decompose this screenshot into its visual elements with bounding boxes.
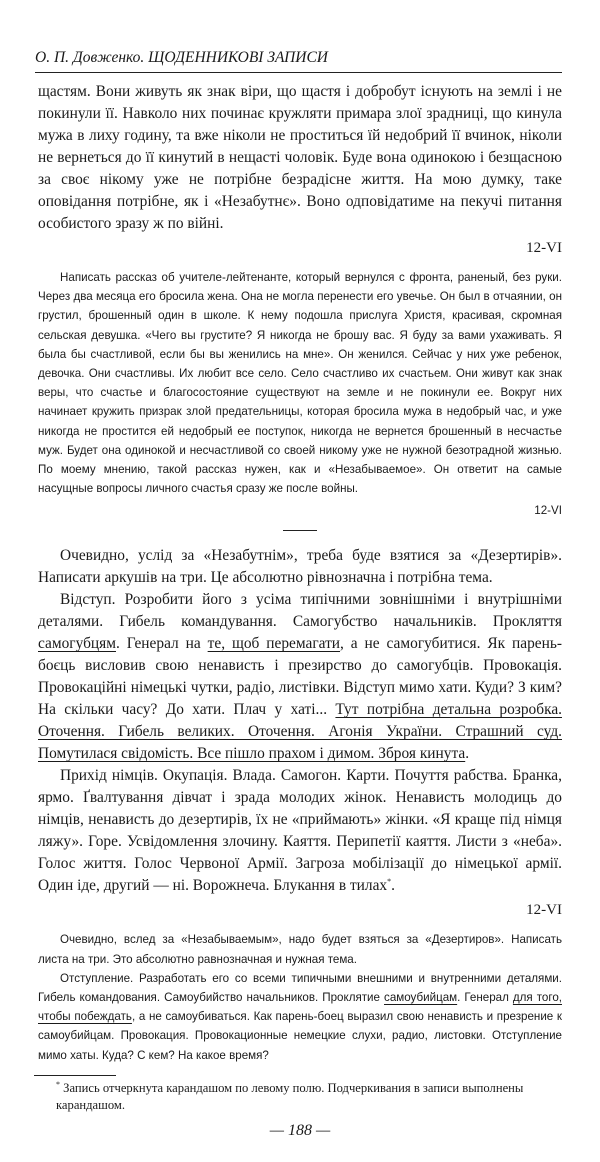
footnote-text: Запись отчеркнута карандашом по левому полю. Подчеркивания в записи выполнены карандашом. — [56, 1080, 524, 1112]
paragraph — [38, 81, 562, 235]
entry-russian-2 — [38, 930, 562, 1064]
entry-date: 12-VI — [534, 504, 562, 518]
paragraph — [38, 930, 562, 968]
text-segment: . Генерал на — [115, 635, 208, 653]
section-separator — [283, 530, 317, 531]
entry-russian-1 — [38, 268, 562, 520]
text-segment: щастям. Вони живуть як знак віри, що щастя і добробут існують на землі і не покинули її. Навколо них починає кружляти примара злої зрадниці, що кинула мужа в лиху годину, та вже ніколи не проститься їй недобрий її вчинок, ніколи не вернеться до її кинутий в нещасті чоловік. Буде вона одинокою і безщасною за своє нікому уже не потрібне безрадісне життя. На мою думку, таке оповідання потрібне, як і «Незабутнє». Воно одповідатиме на пекучі питання особистого зразу ж по війні. — [38, 83, 562, 232]
underlined-text: Тут потрібна детальна розробка. Оточення. Гибель великих. Оточення. Агонія України. Страшний суд. Помутилася свідомість. Все пішло прахом і димом. Зброя кинута — [38, 701, 562, 763]
text-segment: Прихід німців. Окупація. Влада. Самогон. Карти. Почуття рабства. Бранка, ярмо. Ґвалтування дівчат і зрада молодих жінок. Ненависть молодиць до німців, ненависть до дезертирів, їх не «приймають» жінки. «Я краще під німця ляжу». Горе. Усвідомлення злочину. Каяття. Перипетії каяття. Листи з «неба». Голос життя. Голос Червоної Армії. Загроза мобілізації до німецької армії. Один іде, другий — ні. Ворожнеча. Блукання в тилах — [38, 767, 562, 895]
footnote — [56, 1080, 562, 1114]
paragraph — [38, 545, 562, 589]
text-segment: Очевидно, услід за «Незабутнім», треба буде взятися за «Дезертирів». Написати аркушів на три. Це абсолютно рівнозначна і потрібна тема. — [38, 547, 562, 587]
paragraph — [38, 765, 562, 897]
entry-ukrainian-1 — [38, 81, 562, 258]
underlined-text: для того, чтобы побеждать — [38, 991, 562, 1024]
text-segment: , а не самогубитися. Як парень-боєць висловив свою ненависть і презирство до самогубців. Провокація. Провокаційні німецькі чутки, радіо, листівки. Відступ мимо хати. Куди? З ким? На скільки часу? До хати. Плач у хаті... — [38, 635, 562, 719]
page-number: — 188 — — [269, 1121, 331, 1139]
footnote-mark: * — [56, 1079, 60, 1089]
text-segment: . Генерал — [457, 991, 513, 1005]
paragraph — [38, 969, 562, 1065]
text-segment: Написать рассказ об учителе-лейтенанте, который вернулся с фронта, раненый, без руки. Через два месяца его бросила жена. Она не могла перенести его увечье. Он был в отчаянии, он грустил, брошенный один в школе. К нему подошла прислуга Христя, красивая, скромная сельская девушка. «Чего вы грустите? Я никогда не брошу вас. Я буду за вами ухаживать. Я была бы счастливой, если бы вы женились на мне». Он женился. Сейчас у них уже ребенок, девочка. Они счастливы. Их любит все село. Село счастливо их счастьем. Они живут как знак веры, что счастье и благосостояние существуют на земле и не покинули ее. Вокруг них начинает кружить призрак злой предательницы, которая бросила мужа в недобрый час, и уже никогда не простится ей недобрый ее поступок, никогда не вернется брошенный в несчастье муж. Будет она одинокой и несчастливой со своей никому уже не нужной безотрадной жизнью. По моему мнению, такой рассказ нужен, как и «Незабываемое». Он ответит на самые насущные вопросы личного счастья сразу же после войны. — [38, 271, 562, 496]
paragraph — [38, 268, 562, 498]
entry-date: 12-VI — [526, 240, 562, 256]
text-segment: , а не самоубиваться. Как парень-боец выразил свою ненависть и презрение к самоубийцам. Провокация. Провокационные немецкие слухи, радио, листовки. Отступление мимо хаты. Куда? С кем? На какое время? — [38, 1010, 562, 1062]
entry-ukrainian-2 — [38, 545, 562, 920]
text-segment: . — [391, 877, 395, 895]
text-segment: . — [465, 745, 470, 763]
footnote-ref: * — [387, 877, 392, 887]
text-segment: Відступ. Розробити його з усіма типічними зовнішніми і внутрішніми деталями. Гибель командування. Самогубство начальників. Прокляття — [38, 591, 562, 631]
text-segment: Отступление. Разработать его со всеми типичными внешними и внутренними деталями. Гибель командования. Самоубийство начальников. Проклятие — [38, 971, 562, 1005]
running-header: О. П. Довженко. ЩОДЕННИКОВІ ЗАПИСИ — [35, 48, 562, 73]
underlined-text: те, щоб перемагати — [207, 635, 341, 653]
underlined-text: самогубцям — [38, 635, 116, 653]
footnote-rule — [34, 1075, 116, 1076]
paragraph — [38, 589, 562, 765]
underlined-text: самоубийцам — [384, 991, 458, 1005]
text-segment: Очевидно, вслед за «Незабываемым», надо будет взяться за «Дезертиров». Написать листа на три. Это абсолютно равнозначная и нужная тема. — [38, 933, 562, 966]
entry-date: 12-VI — [526, 902, 562, 919]
